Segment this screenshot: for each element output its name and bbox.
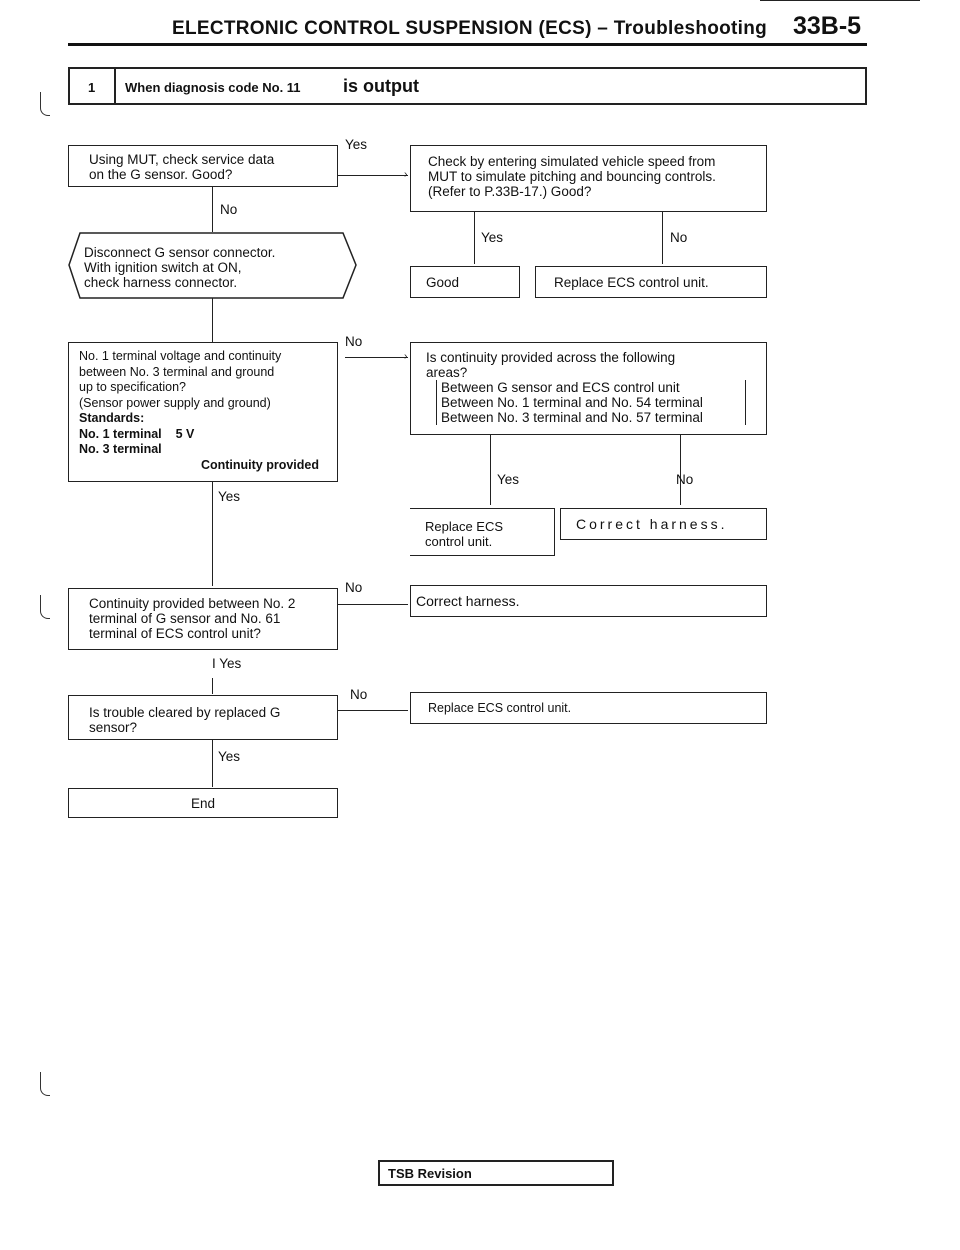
binding-mark: [40, 1072, 50, 1096]
step3-line: up to specification?: [79, 380, 187, 394]
step1b-yes-label: Yes: [481, 230, 504, 245]
arrow-line: [662, 212, 663, 264]
step5-line: terminal of ECS control unit?: [89, 626, 261, 641]
arrow-line: [474, 212, 475, 264]
step6-line: sensor?: [89, 720, 138, 735]
good-text: Good: [426, 275, 460, 290]
end-box: [68, 788, 338, 818]
section-divider: [114, 69, 116, 103]
step5-no-label: No: [345, 580, 363, 595]
arrow-line: [212, 187, 213, 232]
arrow-right-icon: ›: [404, 169, 408, 180]
page-number: 33B-5: [793, 12, 862, 40]
std2-value: Continuity provided: [200, 457, 319, 472]
replace-line: control unit.: [425, 534, 493, 549]
step5-yes-label: I Yes: [212, 656, 242, 671]
step1b-line: MUT to simulate pitching and bouncing controls.: [428, 169, 716, 184]
step4-item: Between No. 1 terminal and No. 54 terminal: [441, 395, 703, 410]
arrow-line: [680, 435, 681, 505]
step4-no-label: No: [676, 472, 694, 487]
good-box: [410, 266, 520, 298]
step6-line: Is trouble cleared by replaced G: [89, 705, 281, 720]
section-title: When diagnosis code No. 11: [125, 80, 301, 95]
binding-mark: [40, 92, 50, 116]
replace-line: Replace ECS: [425, 519, 504, 534]
step4-item: Between No. 3 terminal and No. 57 terminal: [441, 410, 703, 425]
step3-no-label: No: [345, 334, 363, 349]
arrow-line: [345, 357, 408, 358]
section-header: [68, 67, 867, 105]
standards-label: Standards:: [79, 411, 145, 425]
step3-line: No. 1 terminal voltage and continuity: [79, 349, 282, 363]
step1b-line: (Refer to P.33B-17.) Good?: [428, 184, 592, 199]
step1b-box: [410, 145, 767, 212]
section-number: 1: [88, 80, 96, 95]
step1-line: on the G sensor. Good?: [89, 167, 233, 182]
arrow-line: [212, 298, 213, 342]
step1-line: Using MUT, check service data: [89, 152, 275, 167]
tsb-revision-label: TSB Revision: [388, 1166, 472, 1181]
step5-line: terminal of G sensor and No. 61: [89, 611, 281, 626]
replace-ecs-box-2: [410, 508, 555, 556]
arrow-line: [338, 175, 408, 176]
step1b-no-label: No: [670, 230, 688, 245]
step4-line: areas?: [426, 365, 468, 380]
binding-mark: [40, 595, 50, 619]
replace-text: Replace ECS control unit.: [554, 275, 709, 290]
step3-box: [68, 342, 338, 482]
arrow-line: [212, 740, 213, 787]
step4-item: Between G sensor and ECS control unit: [441, 380, 680, 395]
step1-box: [68, 145, 338, 187]
replace-text: Replace ECS control unit.: [428, 701, 572, 715]
step2-line: Disconnect G sensor connector.: [84, 245, 276, 260]
header-rule: [68, 43, 867, 46]
std1-value: 5 V: [175, 426, 195, 441]
step6-yes-label: Yes: [218, 749, 241, 764]
arrow-line: [338, 604, 408, 605]
std2-label: No. 3 terminal: [79, 442, 162, 456]
step4-yes-label: Yes: [497, 472, 520, 487]
arrow-line: [212, 482, 213, 586]
correct-harness-box-2: [410, 585, 767, 617]
step1b-line: Check by entering simulated vehicle speed from: [428, 154, 716, 169]
correct-text: Correct harness.: [576, 516, 728, 532]
replace-ecs-box-1: [535, 266, 767, 298]
step1-yes-label: Yes: [345, 137, 368, 152]
arrow-line: [490, 435, 491, 505]
std1-label: No. 1 terminal: [79, 426, 162, 441]
step2-line: check harness connector.: [84, 275, 238, 290]
step1-no-label: No: [220, 202, 238, 217]
end-text: End: [190, 796, 216, 811]
step3-line: between No. 3 terminal and ground: [79, 364, 275, 379]
correct-harness-box-1: [560, 508, 767, 540]
arrow-right-icon: ›: [404, 351, 408, 362]
section-title-suffix: is output: [343, 76, 419, 96]
replace-ecs-box-3: [410, 692, 767, 724]
step4-box: [410, 342, 767, 435]
step4-bracketed-list: [436, 380, 746, 425]
step2-line: With ignition switch at ON,: [84, 260, 242, 275]
step6-box: [68, 695, 338, 740]
step3-line: (Sensor power supply and ground): [79, 395, 271, 410]
step4-line: Is continuity provided across the following: [426, 350, 676, 365]
tsb-revision-box: [378, 1160, 614, 1186]
top-rule: [760, 0, 920, 1]
step3-yes-label: Yes: [218, 489, 241, 504]
arrow-line: [212, 678, 213, 694]
step6-no-label: No: [350, 687, 368, 702]
correct-text: Correct harness.: [416, 593, 520, 609]
page-header-title: ELECTRONIC CONTROL SUSPENSION (ECS) – Troubleshooting: [172, 18, 768, 39]
step2-text: [84, 245, 275, 290]
step5-line: Continuity provided between No. 2: [89, 596, 296, 611]
step5-box: [68, 588, 338, 650]
arrow-line: [338, 710, 408, 711]
